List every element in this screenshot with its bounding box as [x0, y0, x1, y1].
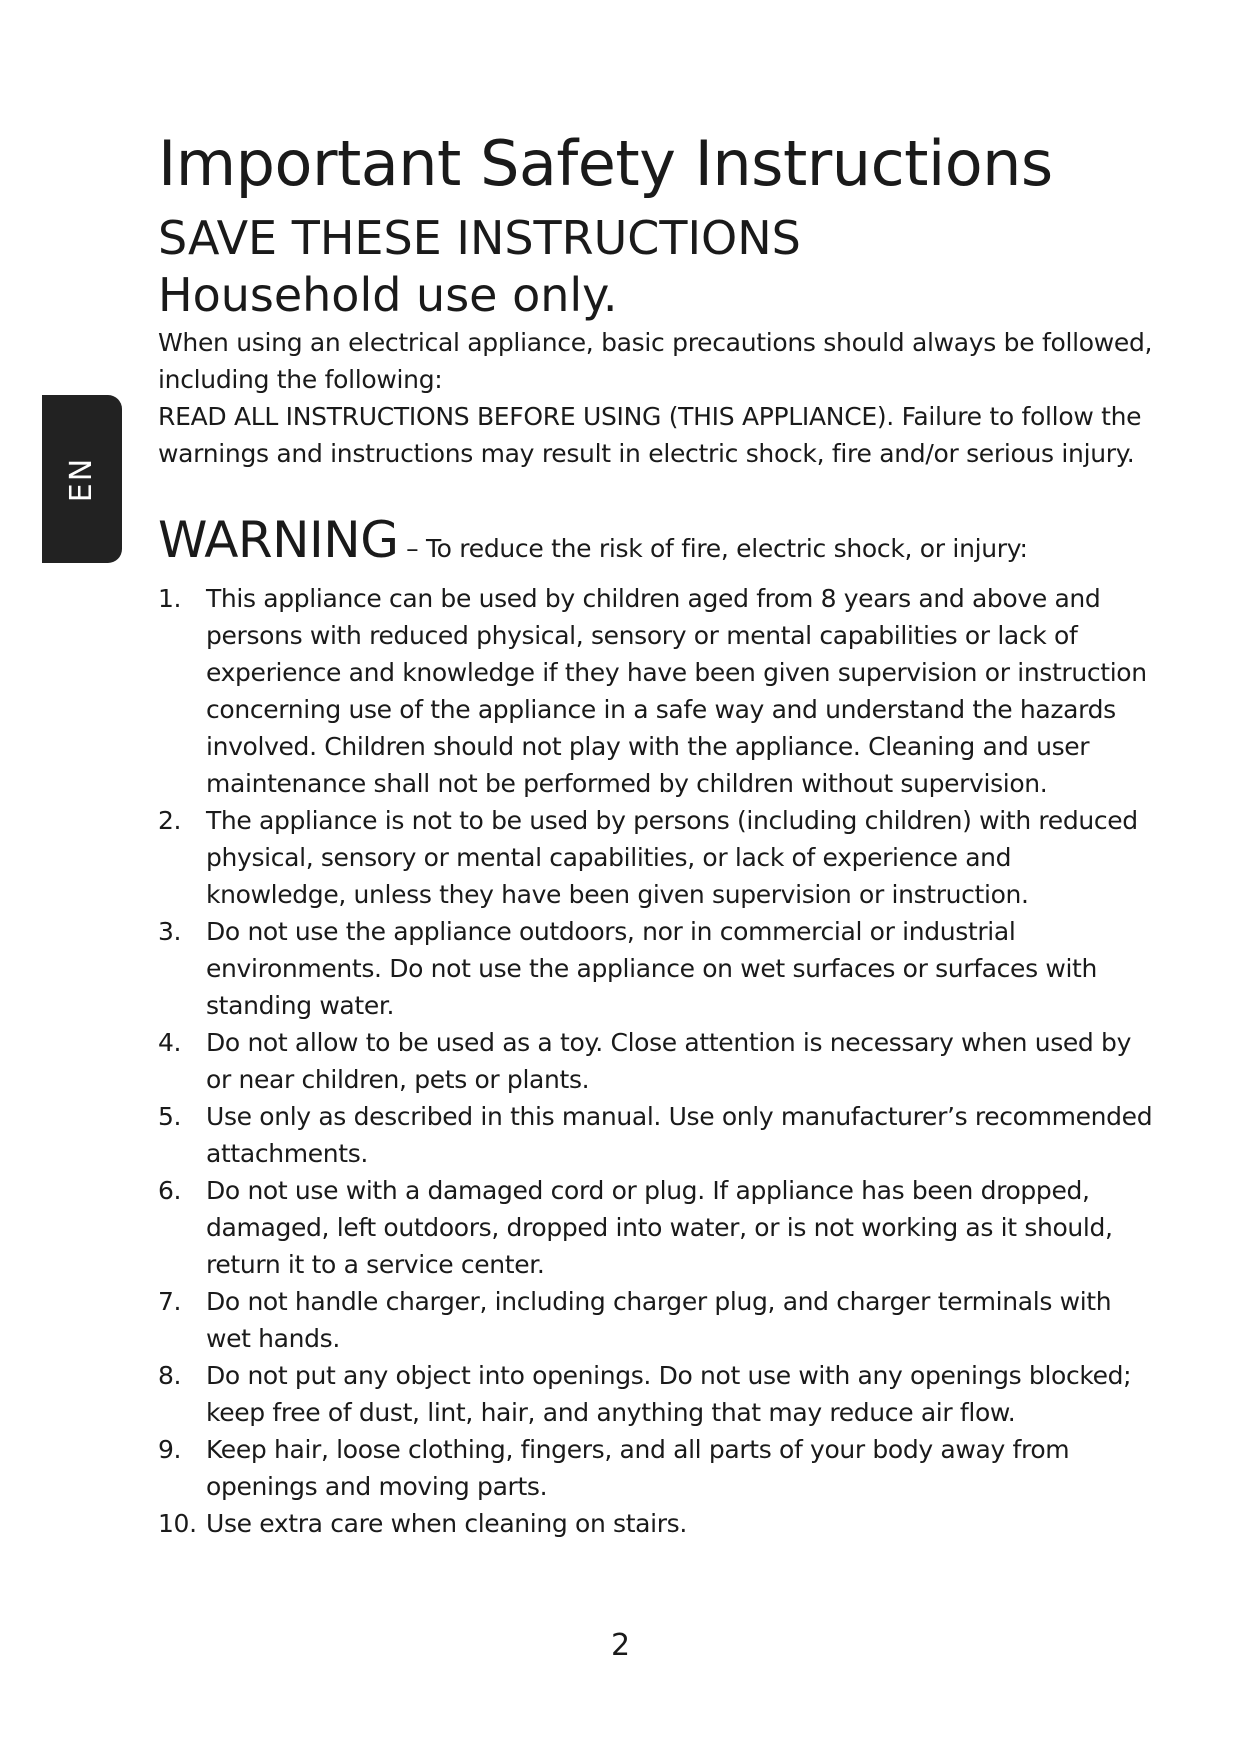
list-item-number: 3.: [158, 917, 182, 946]
list-item-text: Do not use the appliance outdoors, nor in commercial or industrial environments. Do not use the appliance on wet surfaces or surfaces with standing water.: [206, 917, 1097, 1020]
list-item-number: 10.: [158, 1509, 197, 1538]
language-tab-label: EN: [64, 456, 100, 502]
household-use-heading: Household use only.: [158, 268, 618, 322]
list-item-text: Do not put any object into openings. Do not use with any openings blocked; keep free of dust, lint, hair, and anything that may reduce air flow.: [206, 1361, 1132, 1427]
list-item-number: 4.: [158, 1028, 182, 1057]
list-item: [158, 802, 1158, 913]
list-item-number: 6.: [158, 1176, 182, 1205]
list-item-number: 1.: [158, 584, 182, 613]
list-item: [158, 580, 1158, 802]
list-item: [158, 1357, 1158, 1431]
safety-rules-list: [158, 580, 1158, 1542]
list-item-text: This appliance can be used by children aged from 8 years and above and persons with reduced physical, sensory or mental capabilities or lack of experience and knowledge if they have been given supervision or instruction concerning use of the appliance in a safe way and understand the hazards involved. Children should not play with the appliance. Cleaning and user maintenance shall not be performed by children without supervision.: [206, 584, 1147, 798]
warning-subtext: – To reduce the risk of fire, electric shock, or injury:: [398, 534, 1028, 563]
list-item-number: 5.: [158, 1102, 182, 1131]
list-item-number: 8.: [158, 1361, 182, 1390]
intro-paragraph: When using an electrical appliance, basic precautions should always be followed, including the following:: [158, 328, 1153, 394]
page-title: Important Safety Instructions: [158, 127, 1053, 200]
list-item: [158, 1172, 1158, 1283]
list-item-text: Use extra care when cleaning on stairs.: [206, 1509, 687, 1538]
language-tab: [42, 395, 122, 563]
list-item-text: The appliance is not to be used by persons (including children) with reduced physical, sensory or mental capabilities, or lack of experience and knowledge, unless they have been given supervision or instruction.: [206, 806, 1138, 909]
warning-heading: [158, 512, 1158, 580]
list-item-text: Do not use with a damaged cord or plug. If appliance has been dropped, damaged, left outdoors, dropped into water, or is not working as it should, return it to a service center.: [206, 1176, 1113, 1279]
read-all-paragraph: READ ALL INSTRUCTIONS BEFORE USING (THIS APPLIANCE). Failure to follow the warnings and instructions may result in electric shock, fire and/or serious injury.: [158, 402, 1142, 468]
list-item-text: Keep hair, loose clothing, fingers, and all parts of your body away from openings and moving parts.: [206, 1435, 1070, 1501]
list-item: [158, 1431, 1158, 1505]
list-item: [158, 1098, 1158, 1172]
list-item-text: Do not allow to be used as a toy. Close attention is necessary when used by or near children, pets or plants.: [206, 1028, 1132, 1094]
list-item: [158, 913, 1158, 1024]
list-item-text: Do not handle charger, including charger plug, and charger terminals with wet hands.: [206, 1287, 1112, 1353]
list-item: [158, 1505, 1158, 1542]
list-item-text: Use only as described in this manual. Use only manufacturer’s recommended attachments.: [206, 1102, 1153, 1168]
save-instructions-heading: SAVE THESE INSTRUCTIONS: [158, 211, 801, 265]
list-item: [158, 1283, 1158, 1357]
content-area: [158, 118, 1158, 1542]
list-item-number: 9.: [158, 1435, 182, 1464]
page-number: 2: [610, 1628, 631, 1663]
warning-word: WARNING: [158, 511, 399, 569]
list-item-number: 7.: [158, 1287, 182, 1316]
list-item-number: 2.: [158, 806, 182, 835]
list-item: [158, 1024, 1158, 1098]
